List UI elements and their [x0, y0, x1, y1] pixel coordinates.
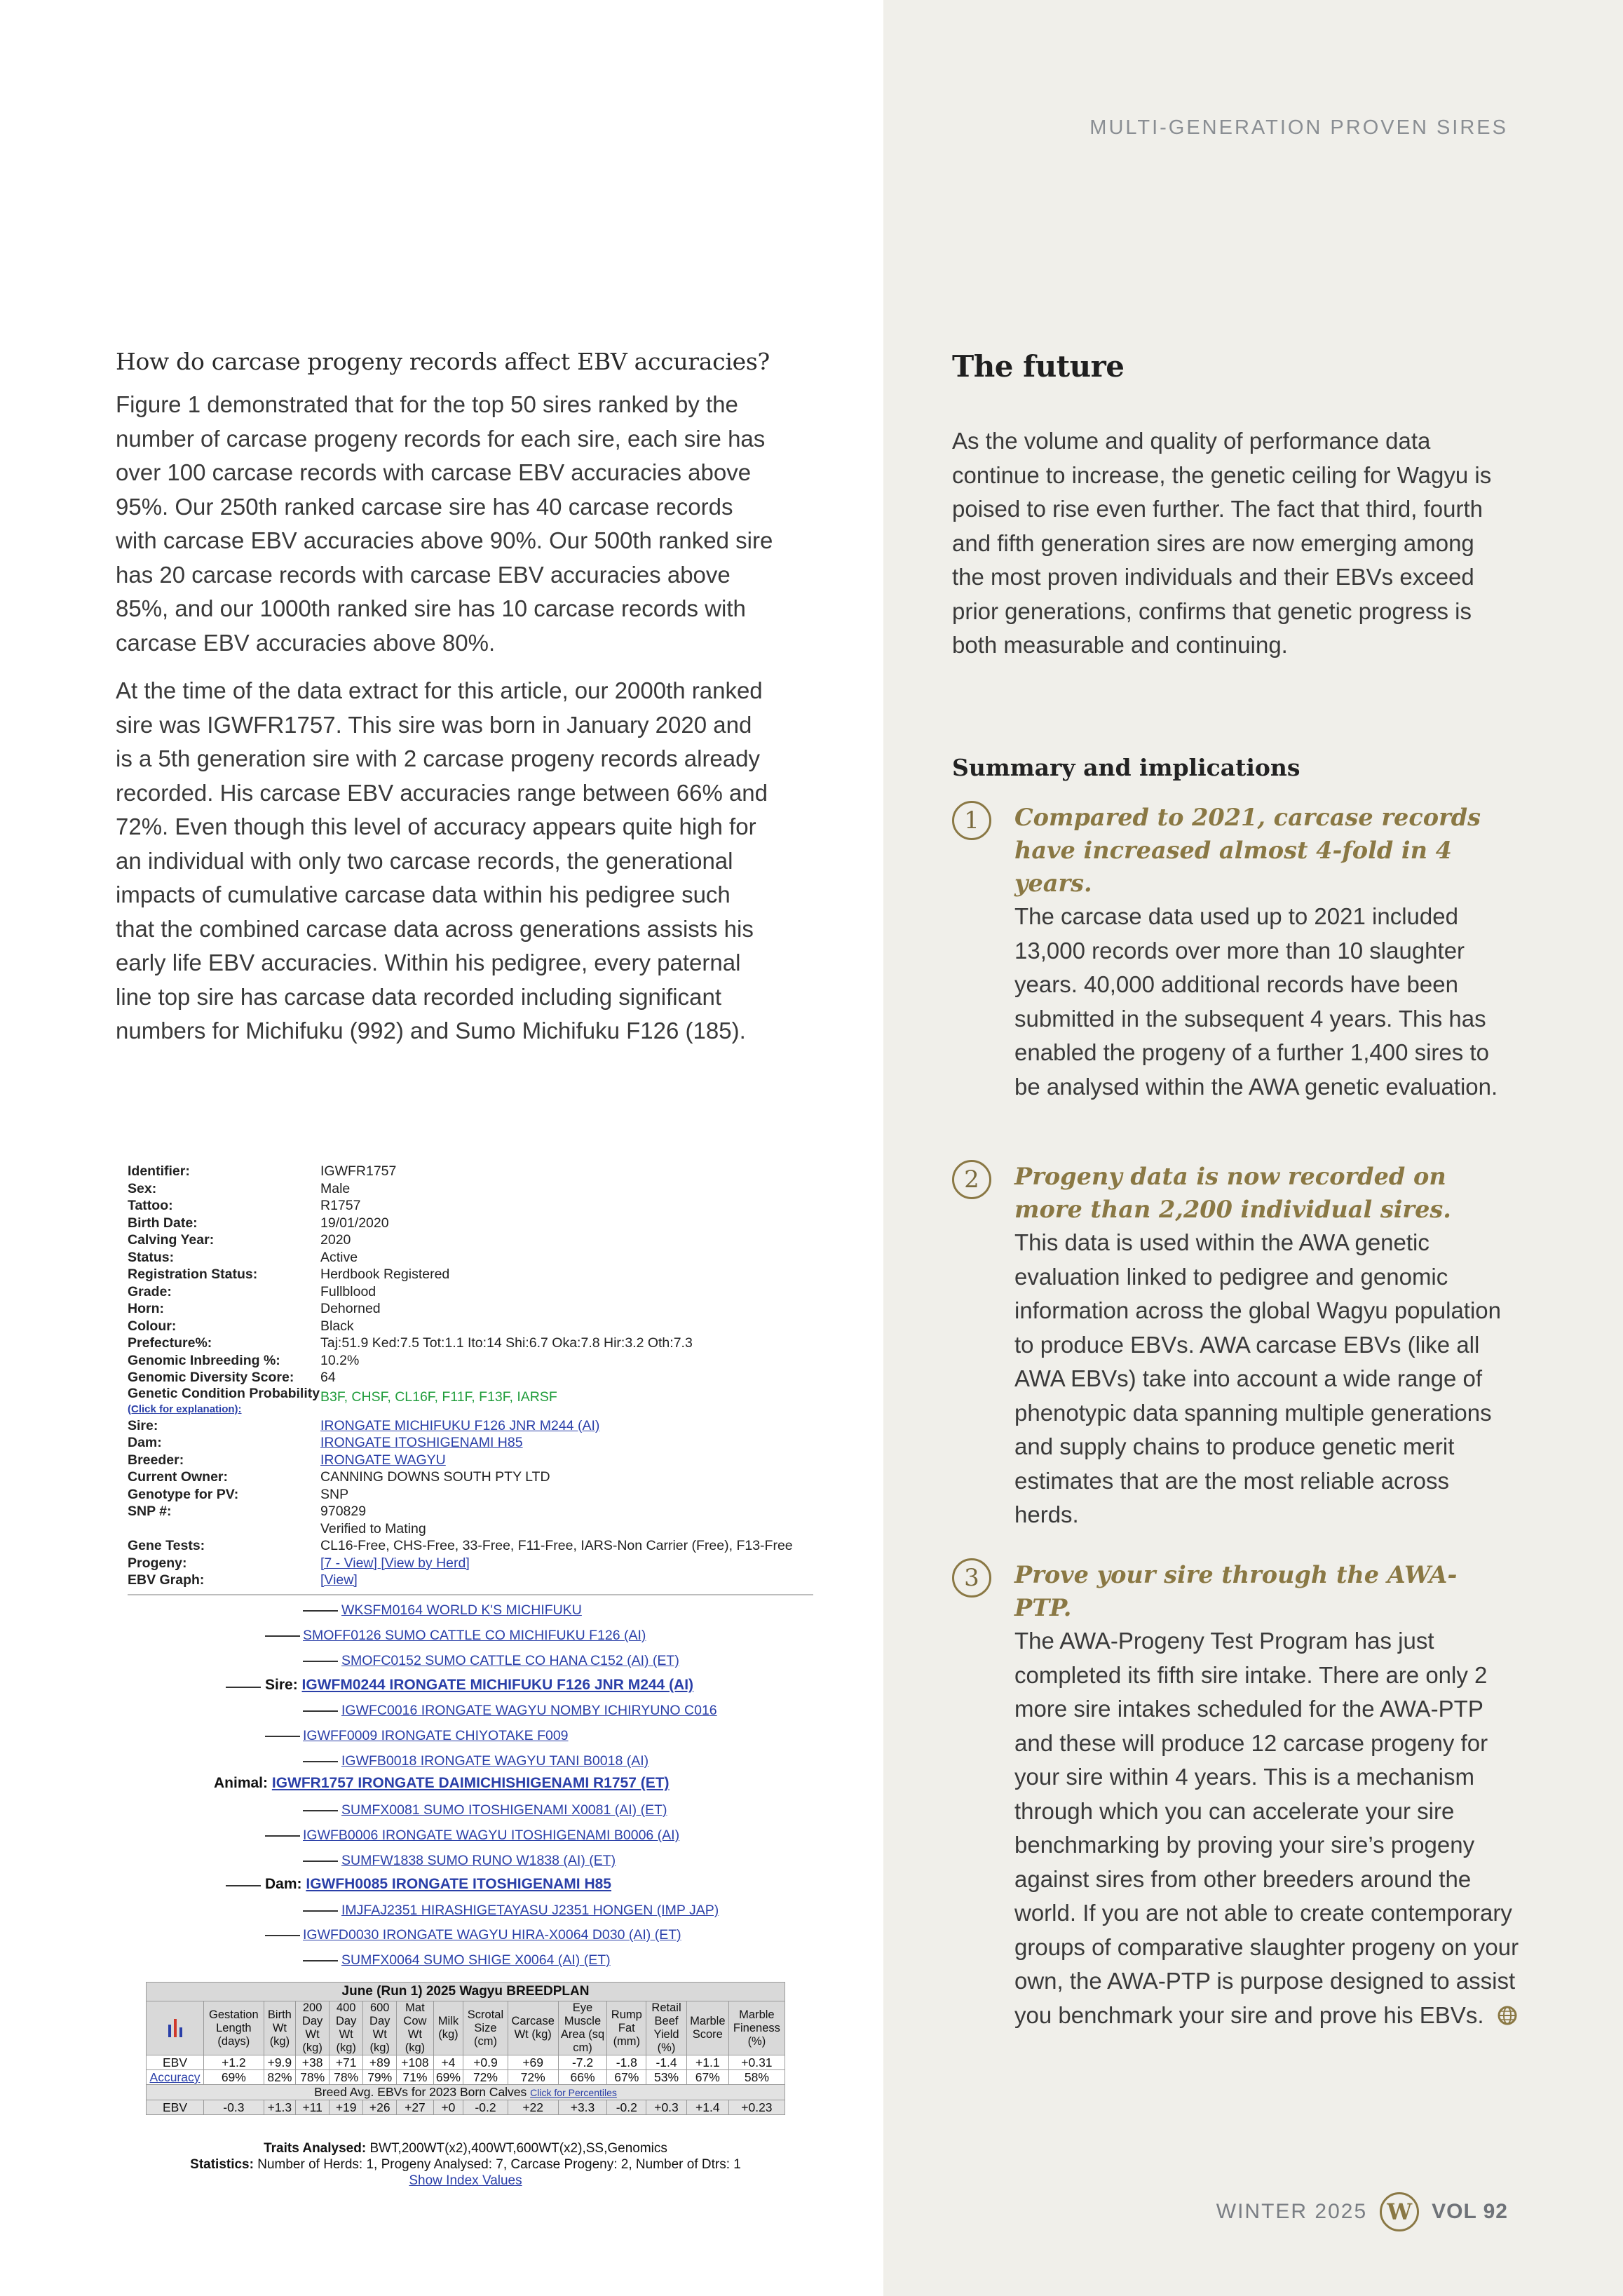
table-cell: 67% [607, 2070, 646, 2085]
item-text: This data is used within the AWA genetic evaluation linked to pedigree and genomic information across the global Wagyu population to produce EBVs. AWA carcase EBVs (like all AWA EBVs) take into account a wide range of phenotypic data spanning multiple generations and supply chains to produce genetic merit estimates that are the most reliable across herds. [1014, 1229, 1502, 1527]
record-value: 970829 [320, 1504, 367, 1519]
summary-item [952, 1558, 1519, 2119]
table-cell: +1.4 [686, 2100, 728, 2115]
column-header: Marble Fineness (%) [728, 2001, 785, 2055]
record-key: Grade: [128, 1283, 172, 1299]
record-value: SNP [320, 1486, 349, 1502]
row-label: EBV [147, 2100, 204, 2115]
column-header: Eye Muscle Area (sq cm) [558, 2001, 607, 2055]
table-caption: June (Run 1) 2025 Wagyu BREEDPLAN [147, 1983, 785, 2001]
summary-item [952, 1160, 1506, 1539]
record-key: Genomic Diversity Score: [128, 1370, 294, 1385]
explanation-link[interactable]: (Click for explanation): [128, 1403, 242, 1415]
table-cell: -0.3 [204, 2100, 264, 2115]
summary-item [952, 801, 1506, 1137]
item-title: Progeny data is now recorded on more than 2,200 individual sires. [1014, 1163, 1451, 1223]
column-header: 400 Day Wt (kg) [330, 2001, 363, 2055]
accuracy-link[interactable]: Accuracy [147, 2070, 204, 2085]
w-logo-icon: W [1380, 2192, 1419, 2231]
dam-link[interactable]: IGWFH0085 IRONGATE ITOSHIGENAMI H85 [306, 1876, 611, 1892]
percentiles-link[interactable]: Click for Percentiles [530, 2087, 617, 2098]
volume-label: VOL 92 [1432, 2200, 1508, 2223]
table-cell: +22 [508, 2100, 558, 2115]
table-cell: +0.31 [728, 2055, 785, 2070]
record-value: B3F, CHSF, CL16F, F11F, F13F, IARSF [320, 1389, 557, 1405]
table-cell: -1.4 [646, 2055, 687, 2070]
table-cell: +9.9 [264, 2055, 295, 2070]
show-index-link[interactable]: Show Index Values [409, 2173, 522, 2188]
divider [128, 1594, 813, 1595]
item-number: 2 [952, 1160, 991, 1199]
column-header: Mat Cow Wt (kg) [397, 2001, 433, 2055]
record-value: IGWFR1757 [320, 1163, 397, 1179]
table-cell: +26 [363, 2100, 397, 2115]
pedigree-link[interactable]: IGWFB0018 IRONGATE WAGYU TANI B0018 (AI) [341, 1753, 649, 1769]
record-value: Fullblood [320, 1283, 376, 1299]
column-header: Marble Score [686, 2001, 728, 2055]
table-cell: +108 [397, 2055, 433, 2070]
pedigree-link[interactable]: SUMFX0064 SUMO SHIGE X0064 (AI) (ET) [341, 1952, 611, 1968]
column-header: 600 Day Wt (kg) [363, 2001, 397, 2055]
record-row [128, 1335, 815, 1352]
item-text: The carcase data used up to 2021 included 13,000 records over more than 10 slaughter years. 40,000 additional records have been submitted in the subsequent 4 years. This has enabled the progeny of a further 1,400 sires to be analysed within the AWA genetic evaluation. [1014, 903, 1498, 1100]
column-header: Carcase Wt (kg) [508, 2001, 558, 2055]
sire-link[interactable]: IGWFM0244 IRONGATE MICHIFUKU F126 JNR M244 (AI) [301, 1677, 694, 1693]
record-key: Gene Tests: [128, 1538, 205, 1553]
item-number: 3 [952, 1558, 991, 1598]
record-row [128, 1215, 815, 1232]
record-value: 19/01/2020 [320, 1215, 389, 1231]
record-row [128, 1180, 815, 1198]
record-key: Genotype for PV: [128, 1486, 239, 1502]
running-head: MULTI-GENERATION PROVEN SIRES [1089, 116, 1508, 139]
record-row [128, 1452, 815, 1469]
record-row [128, 1231, 815, 1249]
record-value: Dehorned [320, 1301, 381, 1316]
record-row [128, 1249, 815, 1267]
record-key: Sex: [128, 1180, 157, 1196]
column-header: Milk (kg) [433, 2001, 463, 2055]
record-key: Birth Date: [128, 1215, 198, 1231]
record-value: 64 [320, 1370, 336, 1385]
animal-record-figure [128, 1163, 815, 1596]
future-paragraph: As the volume and quality of performance data continue to increase, the genetic ceiling for Wagyu is poised to rise even further. The fact that third, fourth and fifth generation sires are now emerging among the most proven individuals and their EBVs exceed prior generations, confirms that genetic progress is both measurable and continuing. [952, 428, 1492, 658]
record-value: Verified to Mating [320, 1520, 426, 1537]
column-header: Gestation Length (days) [204, 2001, 264, 2055]
table-cell: +0 [433, 2100, 463, 2115]
item-title: Prove your sire through the AWA-PTP. [1014, 1561, 1458, 1621]
record-value: Male [320, 1180, 351, 1196]
record-key [128, 1520, 320, 1538]
record-row [128, 1520, 815, 1538]
record-key: Genomic Inbreeding %: [128, 1352, 280, 1368]
pedigree-link[interactable]: IGWFB0006 IRONGATE WAGYU ITOSHIGENAMI B0006 (AI) [303, 1828, 680, 1843]
table-cell: 82% [264, 2070, 295, 2085]
table-cell: 66% [558, 2070, 607, 2085]
chart-icon[interactable] [147, 2001, 204, 2055]
pedigree-link[interactable]: WKSFM0164 WORLD K'S MICHIFUKU [341, 1602, 582, 1618]
item-title: Compared to 2021, carcase records have increased almost 4-fold in 4 years. [1014, 804, 1481, 897]
record-row [128, 1163, 815, 1180]
record-value: Herdbook Registered [320, 1267, 450, 1282]
record-value: 2020 [320, 1232, 351, 1248]
pedigree-link[interactable]: SMOFF0126 SUMO CATTLE CO MICHIFUKU F126 (AI) [303, 1628, 646, 1643]
record-key: SNP #: [128, 1504, 172, 1519]
breed-avg-row: Breed Avg. EBVs for 2023 Born Calves Click for Percentiles [147, 2085, 785, 2100]
table-cell: +71 [330, 2055, 363, 2070]
record-key: Identifier: [128, 1163, 190, 1179]
record-value: Active [320, 1249, 358, 1265]
issue-label: WINTER 2025 [1216, 2200, 1368, 2223]
record-key: EBV Graph: [128, 1572, 205, 1588]
record-row [128, 1266, 815, 1283]
record-value[interactable]: IRONGATE ITOSHIGENAMI H85 [320, 1435, 523, 1450]
record-value[interactable]: IRONGATE WAGYU [320, 1452, 446, 1468]
table-cell: -7.2 [558, 2055, 607, 2070]
record-key: Breeder: [128, 1452, 184, 1468]
paragraph: Figure 1 demonstrated that for the top 50 sires ranked by the number of carcase progeny records for each sire, each sire has over 100 carcase records with carcase EBV accuracies above 95%. Our 250th ranked carcase sire has 40 carcase records with carcase EBV accuracies above 90%. Our 500th ranked sire has 20 carcase records with carcase EBV accuracies above 85%, and our 1000th ranked sire has 10 carcase records with carcase EBV accuracies above 80%. [116, 391, 773, 656]
record-row [128, 1369, 815, 1386]
table-cell: +1.1 [686, 2055, 728, 2070]
record-value: CANNING DOWNS SOUTH PTY LTD [320, 1469, 550, 1485]
record-key: Colour: [128, 1318, 177, 1334]
record-row [128, 1434, 815, 1452]
future-heading: The future [952, 349, 1125, 384]
record-key: Horn: [128, 1301, 164, 1316]
table-cell: +0.3 [646, 2100, 687, 2115]
record-value: 10.2% [320, 1352, 360, 1368]
pedigree-link[interactable]: IGWFC0016 IRONGATE WAGYU NOMBY ICHIRYUNO C016 [341, 1703, 717, 1718]
record-value: Black [320, 1318, 354, 1334]
record-row [128, 1503, 815, 1520]
record-value[interactable]: IRONGATE MICHIFUKU F126 JNR M244 (AI) [320, 1417, 600, 1433]
table-cell: 79% [363, 2070, 397, 2085]
table-cell: +0.9 [463, 2055, 508, 2070]
table-cell: -1.8 [607, 2055, 646, 2070]
table-cell: +38 [296, 2055, 330, 2070]
item-number: 1 [952, 801, 991, 840]
column-header: Birth Wt (kg) [264, 2001, 295, 2055]
table-cell: 69% [204, 2070, 264, 2085]
record-key: Status: [128, 1249, 175, 1265]
dam-row: Dam: IGWFH0085 IRONGATE ITOSHIGENAMI H85 [265, 1876, 611, 1892]
ebv-footer: Traits Analysed: BWT,200WT(x2),400WT,600WT(x2),SS,Genomics Statistics: Number of Herds: 1, Progeny Analysed: 7, Carcase Progeny: 2, Number of Dtrs: 1 Show Index Values [146, 2140, 785, 2189]
table-cell: +1.2 [204, 2055, 264, 2070]
table-cell: 69% [433, 2070, 463, 2085]
record-row [128, 1468, 815, 1486]
record-value[interactable]: [View] [320, 1572, 358, 1588]
column-header: 200 Day Wt (kg) [296, 2001, 330, 2055]
sire-row: Sire: IGWFM0244 IRONGATE MICHIFUKU F126 JNR M244 (AI) [265, 1677, 694, 1693]
table-cell: 67% [686, 2070, 728, 2085]
page-footer [1122, 2192, 1508, 2231]
animal-row: Animal: IGWFR1757 IRONGATE DAIMICHISHIGENAMI R1757 (ET) [214, 1775, 670, 1791]
table-cell: +27 [397, 2100, 433, 2115]
table-cell: +11 [296, 2100, 330, 2115]
table-cell: +3.3 [558, 2100, 607, 2115]
table-cell: +89 [363, 2055, 397, 2070]
pedigree-link[interactable]: IGWFF0009 IRONGATE CHIYOTAKE F009 [303, 1728, 569, 1743]
animal-link[interactable]: IGWFR1757 IRONGATE DAIMICHISHIGENAMI R1757 (ET) [271, 1775, 670, 1791]
column-header: Rump Fat (mm) [607, 2001, 646, 2055]
pedigree-link[interactable]: SMOFC0152 SUMO CATTLE CO HANA C152 (AI) (ET) [341, 1653, 679, 1668]
table-cell: -0.2 [463, 2100, 508, 2115]
column-header: Retail Beef Yield (%) [646, 2001, 687, 2055]
ebv-table [146, 1982, 785, 2115]
table-cell: 78% [296, 2070, 330, 2085]
record-row [128, 1283, 815, 1301]
pedigree-tree [0, 1600, 813, 1968]
record-key: Current Owner: [128, 1469, 229, 1485]
record-row [128, 1537, 815, 1555]
record-row [128, 1486, 815, 1504]
record-key: Sire: [128, 1417, 158, 1433]
record-key: Calving Year: [128, 1232, 215, 1248]
record-row [128, 1197, 815, 1215]
pedigree-link[interactable]: IGWFD0030 IRONGATE WAGYU HIRA-X0064 D030 (AI) (ET) [303, 1927, 681, 1943]
row-label: EBV [147, 2055, 204, 2070]
record-key: Progeny: [128, 1555, 187, 1571]
table-cell: 72% [463, 2070, 508, 2085]
table-cell: -0.2 [607, 2100, 646, 2115]
record-row [128, 1555, 815, 1572]
column-header: Scrotal Size (cm) [463, 2001, 508, 2055]
record-value: CL16-Free, CHS-Free, 33-Free, F11-Free, IARS-Non Carrier (Free), F13-Free [320, 1538, 793, 1553]
paragraph: At the time of the data extract for this article, our 2000th ranked sire was IGWFR1757. This sire was born in January 2020 and is a 5th generation sire with 2 carcase progeny records already recorded. His carcase EBV accuracies range between 66% and 72%. Even though this level of accuracy appears quite high for an individual with only two carcase records, the generational impacts of cumulative carcase data within his pedigree such that the combined carcase data across generations assists his early life EBV accuracies. Within his pedigree, every paternal line top sire has carcase data recorded including significant numbers for Michifuku (992) and Sumo Michifuku F126 (185). [116, 677, 768, 1044]
record-row [128, 1417, 815, 1435]
summary-heading: Summary and implications [952, 754, 1301, 781]
table-cell: 72% [508, 2070, 558, 2085]
pedigree-link[interactable]: SUMFX0081 SUMO ITOSHIGENAMI X0081 (AI) (ET) [341, 1802, 667, 1818]
table-cell: 58% [728, 2070, 785, 2085]
record-key: Registration Status: [128, 1267, 258, 1282]
table-cell: +69 [508, 2055, 558, 2070]
globe-icon [1497, 2005, 1518, 2026]
record-key: Prefecture%: [128, 1335, 212, 1351]
item-text: The AWA-Progeny Test Program has just completed its fifth sire intake. There are only 2 more sire intakes scheduled for the AWA-PTP and these will produce 12 carcase progeny for your sire within 4 years. This is a mechanism through which you can accelerate your sire benchmarking by proving your sire’s progeny against sires from other breeders around the world. If you are not able to create contemporary groups of comparative slaughter progeny on your own, the AWA-PTP is purpose designed to assist you benchmark your sire and prove his EBVs. [1014, 1628, 1519, 2028]
table-cell: +0.23 [728, 2100, 785, 2115]
left-column [116, 348, 775, 1062]
record-key: Dam: [128, 1435, 162, 1450]
table-cell: +4 [433, 2055, 463, 2070]
record-row [128, 1572, 815, 1589]
table-cell: +19 [330, 2100, 363, 2115]
record-key: Genetic Condition Probability (Click for explanation): [128, 1385, 320, 1415]
table-cell: 78% [330, 2070, 363, 2085]
pedigree-link[interactable]: IMJFAJ2351 HIRASHIGETAYASU J2351 HONGEN (IMP JAP) [341, 1903, 719, 1918]
record-value[interactable]: [7 - View] [View by Herd] [320, 1555, 470, 1571]
table-cell: +1.3 [264, 2100, 295, 2115]
table-cell: 53% [646, 2070, 687, 2085]
table-cell: 71% [397, 2070, 433, 2085]
record-row [128, 1352, 815, 1370]
record-value: Taj:51.9 Ked:7.5 Tot:1.1 Ito:14 Shi:6.7 Oka:7.8 Hir:3.2 Oth:7.3 [320, 1335, 693, 1351]
record-value: R1757 [320, 1198, 361, 1213]
record-key: Tattoo: [128, 1198, 173, 1213]
pedigree-link[interactable]: SUMFW1838 SUMO RUNO W1838 (AI) (ET) [341, 1853, 616, 1868]
section-heading: How do carcase progeny records affect EBV accuracies? [116, 348, 770, 375]
record-row [128, 1300, 815, 1318]
record-row [128, 1318, 815, 1335]
